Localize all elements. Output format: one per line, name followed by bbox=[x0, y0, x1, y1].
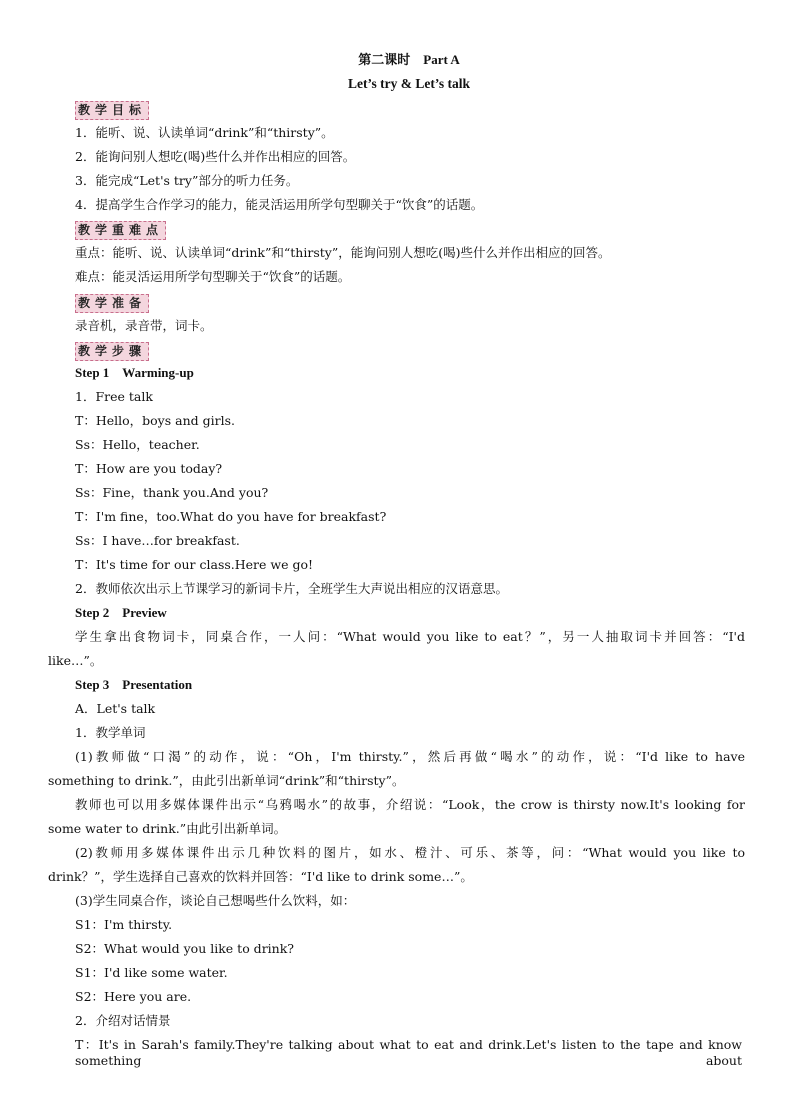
teach-words-label: 1．教学单词 bbox=[75, 725, 146, 740]
goal-item: 3．能完成“Let's try”部分的听力任务。 bbox=[75, 173, 299, 188]
dialogue-line: T：How are you today? bbox=[75, 461, 223, 476]
dialogue-line: T：Hello，boys and girls. bbox=[75, 413, 235, 428]
dialogue-line: S1：I'd like some water. bbox=[75, 965, 228, 980]
paragraph-line: (2)教师用多媒体课件出示几种饮料的图片，如水、橙汁、可乐、茶等，问：“What would you like to bbox=[75, 845, 745, 860]
paragraph-line: drink？”，学生选择自己喜欢的饮料并回答：“I'd like to drink some…”。 bbox=[48, 869, 473, 884]
section-label-prep: 教学准备 bbox=[75, 294, 149, 313]
goal-item: 2．能询问别人想吃(喝)些什么并作出相应的回答。 bbox=[75, 149, 356, 164]
lesson-title: 第二课时 Part A bbox=[358, 52, 460, 67]
lesson-subtitle: Let’s try & Let’s talk bbox=[348, 76, 470, 91]
dialogue-line: S2：What would you like to drink? bbox=[75, 941, 294, 956]
dialogue-line: S1：I'm thirsty. bbox=[75, 917, 173, 932]
step2-paragraph-line: 学生拿出食物词卡，同桌合作，一人问：“What would you like to eat？”，另一人抽取词卡并回答：“I'd bbox=[75, 629, 745, 644]
section-label-goals: 教学目标 bbox=[75, 101, 149, 120]
goal-item: 4．提高学生合作学习的能力，能灵活运用所学句型聊关于“饮食”的话题。 bbox=[75, 197, 484, 212]
goal-item: 1．能听、说、认读单词“drink”和“thirsty”。 bbox=[75, 125, 334, 140]
paragraph-line: something to drink.”，由此引出新单词“drink”和“thirsty”。 bbox=[48, 773, 405, 788]
step2-paragraph-line: like…”。 bbox=[48, 653, 103, 668]
dialogue-line: T：I'm fine，too.What do you have for breakfast? bbox=[75, 509, 387, 524]
prep-text: 录音机，录音带，词卡。 bbox=[75, 318, 213, 333]
paragraph-line: 教师也可以用多媒体课件出示“乌鸦喝水”的故事，介绍说：“Look，the crow is thirsty now.It's looking for bbox=[75, 797, 745, 812]
paragraph-line: T：It's in Sarah's family.They're talking about what to eat and drink.Let's listen to the tape and know something about bbox=[75, 1037, 742, 1068]
step1-heading: Step 1 Warming-up bbox=[75, 365, 194, 380]
step1-item2: 2．教师依次出示上节课学习的新词卡片，全班学生大声说出相应的汉语意思。 bbox=[75, 581, 508, 596]
paragraph-line: some water to drink.”由此引出新单词。 bbox=[48, 821, 287, 836]
dialogue-line: Ss：Fine，thank you.And you? bbox=[75, 485, 269, 500]
dialogue-line: Ss：Hello，teacher. bbox=[75, 437, 200, 452]
focus-difficult: 难点：能灵活运用所学句型聊关于“饮食”的话题。 bbox=[75, 269, 351, 284]
dialogue-line: Ss：I have…for breakfast. bbox=[75, 533, 240, 548]
step2-heading: Step 2 Preview bbox=[75, 605, 167, 620]
step3-heading: Step 3 Presentation bbox=[75, 677, 193, 692]
dialogue-line: S2：Here you are. bbox=[75, 989, 192, 1004]
section-label-focus: 教学重难点 bbox=[75, 221, 166, 240]
focus-key: 重点：能听、说、认读单词“drink”和“thirsty”，能询问别人想吃(喝)些什么并作出相应的回答。 bbox=[75, 245, 611, 260]
scene-intro-label: 2．介绍对话情景 bbox=[75, 1013, 171, 1028]
paragraph-line: (3)学生同桌合作，谈论自己想喝些什么饮料，如： bbox=[75, 893, 356, 908]
paragraph-line: (1)教师做“口渴”的动作，说：“Oh，I'm thirsty.”，然后再做“喝水”的动作，说：“I'd like to have bbox=[75, 749, 745, 764]
dialogue-line: T：It's time for our class.Here we go! bbox=[75, 557, 314, 572]
section-label-steps: 教学步骤 bbox=[75, 342, 149, 361]
free-talk-label: 1．Free talk bbox=[75, 389, 153, 404]
part-a-label: A．Let's talk bbox=[75, 701, 156, 716]
